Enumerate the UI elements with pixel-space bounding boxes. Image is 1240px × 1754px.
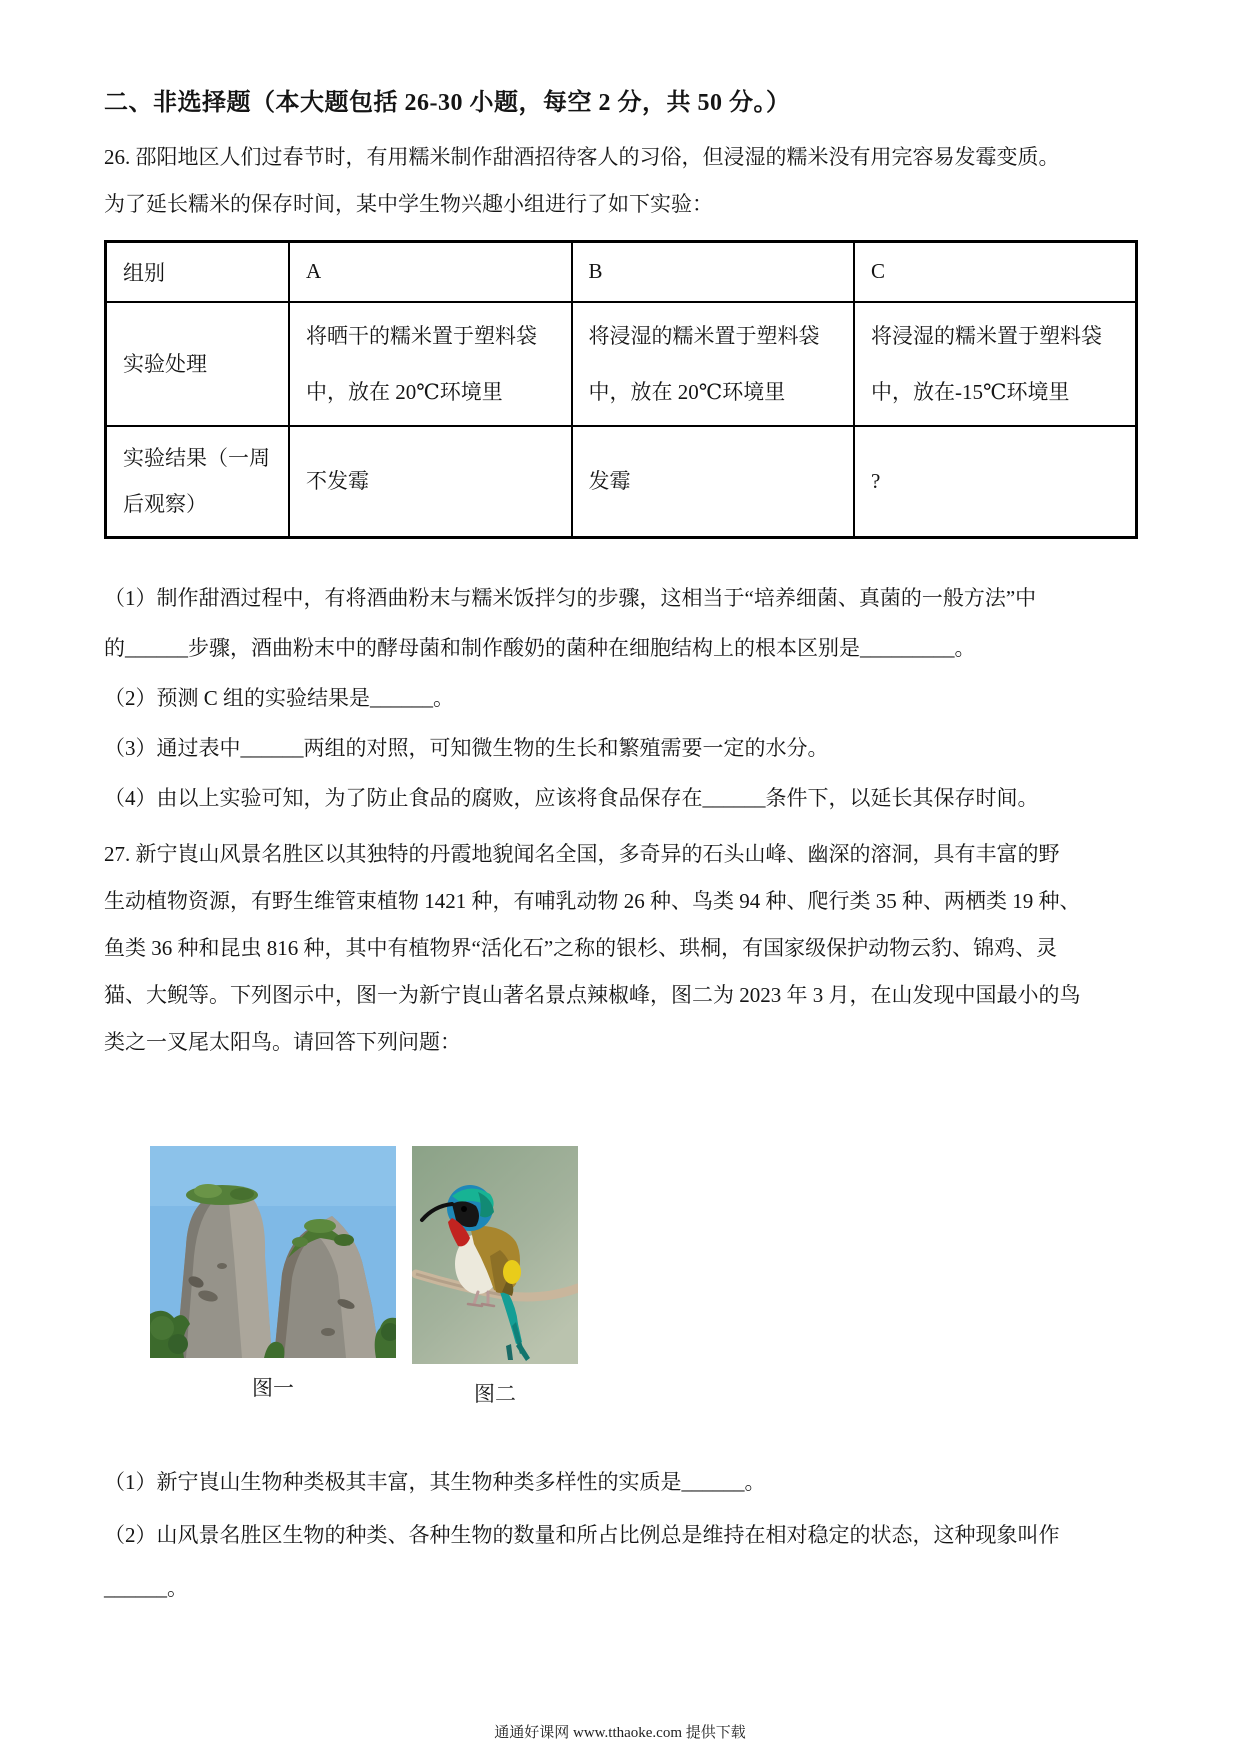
q27-intro-line1: 27. 新宁崀山风景名胜区以其独特的丹霞地貌闻名全国，多奇异的石头山峰、幽深的溶洞，具有丰富的野 (104, 842, 1060, 866)
table-cell-treatment-b: 将浸湿的糯米置于塑料袋中，放在 20℃环境里 (572, 302, 854, 426)
table-cell-result-b: 发霉 (572, 426, 854, 538)
experiment-table-treatment-row (106, 302, 1137, 426)
q27-intro-line2: 生动植物资源，有野生维管束植物 1421 种，有哺乳动物 26 种、鸟类 94 种、爬行类 35 种、两栖类 19 种、 (104, 889, 1081, 913)
q26-intro (104, 134, 1138, 228)
q27-questions (104, 1456, 1138, 1615)
figure2-label: 图二 (474, 1382, 516, 1406)
figure1-box (150, 1146, 396, 1402)
table-cell-treatment-a: 将晒干的糯米置于塑料袋中，放在 20℃环境里 (289, 302, 571, 426)
q27-question-2-blank: ______。 (104, 1576, 188, 1600)
q26-questions (104, 573, 1138, 823)
table-cell-treatment-label: 实验处理 (106, 302, 290, 426)
figure2-box (412, 1146, 578, 1408)
figures-row (150, 1146, 1138, 1408)
figure1-label: 图一 (252, 1376, 294, 1400)
q26-question-2: （2）预测 C 组的实验结果是______。 (104, 686, 455, 710)
q27-intro-line4: 猫、大鲵等。下列图示中，图一为新宁崀山著名景点辣椒峰，图二为 2023 年 3 月，在山发现中国最小的鸟 (104, 983, 1081, 1007)
q26-question-1-line1: （1）制作甜酒过程中，有将酒曲粉末与糯米饭拌匀的步骤，这相当于“培养细菌、真菌的一般方法”中 (104, 586, 1037, 610)
q26-question-1-line2: 的______步骤，酒曲粉末中的酵母菌和制作酸奶的菌种在细胞结构上的根本区别是_________。 (104, 636, 976, 660)
table-header-b: B (572, 242, 854, 302)
q26-question-4: （4）由以上实验可知，为了防止食品的腐败，应该将食品保存在______条件下，以延长其保存时间。 (104, 786, 1039, 810)
q27-intro-line3: 鱼类 36 种和昆虫 816 种，其中有植物界“活化石”之称的银杉、珙桐，有国家级保护动物云豹、锦鸡、灵 (104, 936, 1058, 960)
table-header-a: A (289, 242, 571, 302)
q27-intro (104, 831, 1138, 1066)
figure2-bird-photo (412, 1146, 578, 1364)
q26-question-3: （3）通过表中______两组的对照，可知微生物的生长和繁殖需要一定的水分。 (104, 736, 829, 760)
section-heading: 二、非选择题（本大题包括 26-30 小题，每空 2 分，共 50 分。） (104, 90, 791, 116)
experiment-table (104, 240, 1138, 539)
footer-download-note: 通通好课网 www.tthaoke.com 提供下载 (494, 1725, 746, 1741)
table-cell-result-label: 实验结果（一周后观察） (106, 426, 290, 538)
figure1-mountain-photo (150, 1146, 396, 1358)
q26-intro-line1: 26. 邵阳地区人们过春节时，有用糯米制作甜酒招待客人的习俗，但浸湿的糯米没有用完容易发霉变质。 (104, 145, 1060, 169)
table-cell-treatment-c: 将浸湿的糯米置于塑料袋中，放在-15℃环境里 (854, 302, 1137, 426)
q27-question-1: （1）新宁崀山生物种类极其丰富，其生物种类多样性的实质是______。 (104, 1470, 766, 1494)
experiment-table-result-row (106, 426, 1137, 538)
table-header-c: C (854, 242, 1137, 302)
table-cell-result-c: ? (854, 426, 1137, 538)
q27-intro-line5: 类之一叉尾太阳鸟。请回答下列问题： (104, 1030, 461, 1054)
table-header-group: 组别 (106, 242, 290, 302)
table-cell-result-a: 不发霉 (289, 426, 571, 538)
q26-intro-line2: 为了延长糯米的保存时间，某中学生物兴趣小组进行了如下实验： (104, 192, 713, 216)
q27-question-2-line1: （2）山风景名胜区生物的种类、各种生物的数量和所占比例总是维持在相对稳定的状态，这种现象叫作 (104, 1523, 1060, 1547)
experiment-table-header-row (106, 242, 1137, 302)
